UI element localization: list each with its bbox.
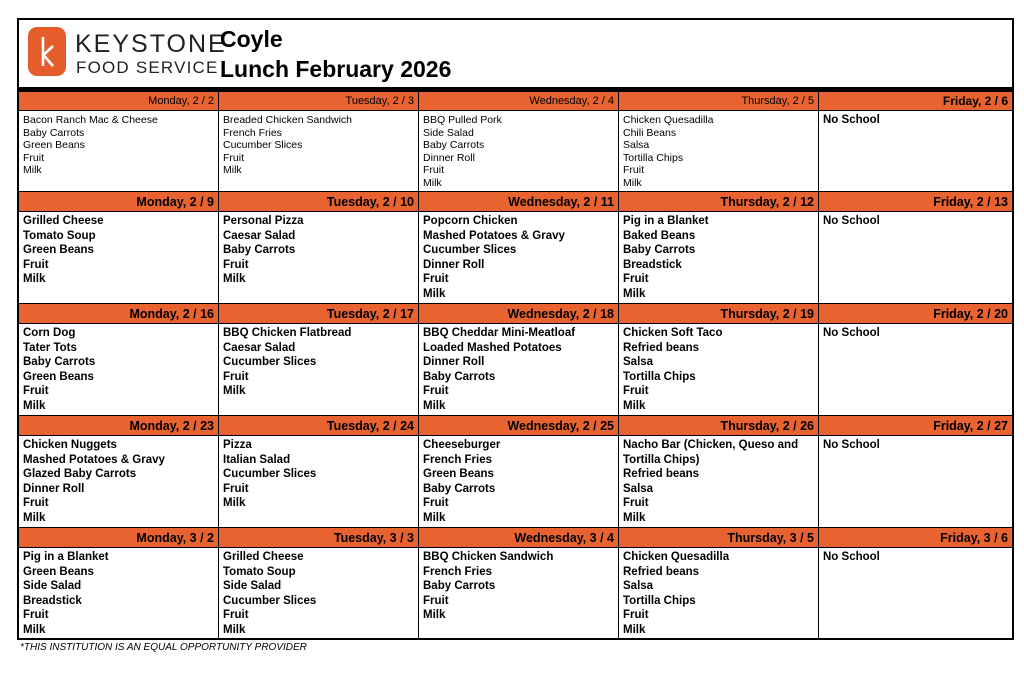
menu-item: Chicken Soft Taco: [623, 327, 723, 339]
menu-item: Salsa: [623, 356, 654, 368]
menu-item: Tater Tots: [23, 341, 77, 354]
menu-item: Tomato Soup: [223, 565, 296, 578]
day-menu: [819, 436, 1012, 528]
day-menu: [619, 324, 819, 416]
menu-item: Chicken Quesadilla: [623, 551, 730, 563]
menu-item: Fruit: [623, 385, 649, 397]
menu-item: Mashed Potatoes & Gravy: [23, 453, 165, 466]
menu-item: Baby Carrots: [223, 244, 296, 256]
menu-item: Fruit: [423, 164, 444, 177]
menu-item: Fruit: [623, 164, 644, 177]
menu-item: Breaded Chicken Sandwich: [223, 114, 352, 126]
day-header: Friday, 2 / 13: [819, 192, 1012, 212]
footer-note: *THIS INSTITUTION IS AN EQUAL OPPORTUNITY PROVIDER: [20, 642, 307, 653]
day-menu: [219, 111, 419, 192]
menu-item: Tortilla Chips: [623, 594, 696, 607]
menu-item: Refried beans: [623, 341, 700, 354]
menu-item: Milk: [23, 164, 42, 177]
day-header: Monday, 2 / 9: [19, 192, 219, 212]
menu-item: Milk: [423, 176, 442, 189]
menu-item: Glazed Baby Carrots: [23, 468, 137, 480]
menu-item: Milk: [623, 176, 642, 189]
menu-item: Dinner Roll: [423, 258, 485, 271]
menu-item: Nacho Bar (Chicken, Queso and: [623, 439, 799, 451]
menu-item: Pig in a Blanket: [623, 215, 709, 227]
menu-item: Fruit: [423, 273, 449, 285]
brand-subtitle: FOOD SERVICE: [76, 58, 219, 77]
menu-item: Personal Pizza: [223, 215, 304, 227]
day-menu: [419, 548, 619, 639]
menu-item: Cucumber Slices: [223, 468, 317, 480]
menu-item: Green Beans: [23, 370, 94, 383]
menu-item: Salsa: [623, 580, 654, 592]
menu-item: Milk: [223, 497, 246, 509]
menu-item: Baby Carrots: [423, 139, 485, 152]
day-menu: [19, 436, 219, 528]
day-header: Friday, 2 / 6: [819, 92, 1012, 111]
menu-item: Green Beans: [23, 139, 85, 152]
day-header: Monday, 2 / 16: [19, 304, 219, 324]
day-menu: [619, 111, 819, 192]
menu-item: Breadstick: [23, 594, 82, 607]
menu-item: Tortilla Chips: [623, 151, 684, 164]
day-header: Thursday, 3 / 5: [619, 528, 819, 548]
menu-item: Green Beans: [23, 565, 94, 578]
week-row: [19, 416, 1012, 528]
day-header: Wednesday, 3 / 4: [419, 528, 619, 548]
menu-item: Green Beans: [23, 244, 94, 256]
day-header: Thursday, 2 / 12: [619, 192, 819, 212]
menu-item: Side Salad: [423, 126, 474, 139]
menu-item: Dinner Roll: [423, 151, 475, 164]
menu-item: No School: [823, 551, 880, 563]
menu-item: BBQ Chicken Flatbread: [223, 327, 352, 339]
day-header: Wednesday, 2 / 4: [419, 92, 619, 111]
menu-item: No School: [823, 439, 880, 451]
day-menu: [619, 212, 819, 304]
week-row: [19, 304, 1012, 416]
menu-item: Fruit: [423, 497, 449, 509]
menu-item: Caesar Salad: [223, 229, 296, 242]
day-header: Friday, 2 / 27: [819, 416, 1012, 436]
menu-item: Fruit: [23, 385, 49, 397]
day-header: Wednesday, 2 / 11: [419, 192, 619, 212]
menu-item: Milk: [423, 511, 446, 524]
menu-item: Fruit: [23, 151, 44, 164]
menu-item: Milk: [423, 609, 446, 621]
menu-item: Milk: [223, 385, 246, 397]
day-menu: [619, 548, 819, 639]
day-header: Monday, 3 / 2: [19, 528, 219, 548]
day-header: Tuesday, 2 / 3: [219, 92, 419, 111]
menu-item: Milk: [223, 623, 246, 636]
day-menu: [219, 548, 419, 639]
menu-item: French Fries: [423, 565, 493, 578]
menu-item: Milk: [623, 623, 646, 636]
menu-item: Fruit: [623, 609, 649, 621]
menu-item: Breadstick: [623, 258, 682, 271]
menu-item: Cucumber Slices: [223, 356, 317, 368]
menu-item: Side Salad: [23, 580, 82, 592]
day-header: Tuesday, 2 / 17: [219, 304, 419, 324]
menu-item: Milk: [23, 273, 46, 285]
menu-item: Cucumber Slices: [223, 139, 303, 152]
menu-title: Lunch February 2026: [220, 56, 452, 82]
menu-item: Salsa: [623, 139, 650, 152]
day-menu: [419, 324, 619, 416]
menu-item: Baby Carrots: [423, 580, 496, 592]
day-menu: [19, 111, 219, 192]
menu-item: Fruit: [223, 482, 249, 495]
menu-item: Fruit: [223, 370, 249, 383]
day-header: Tuesday, 2 / 10: [219, 192, 419, 212]
day-header: Thursday, 2 / 19: [619, 304, 819, 324]
menu-item: Baby Carrots: [423, 370, 496, 383]
menu-item: Chili Beans: [623, 126, 677, 139]
menu-item: Milk: [623, 287, 646, 300]
menu-item: Fruit: [223, 609, 249, 621]
day-header: Thursday, 2 / 26: [619, 416, 819, 436]
day-header: Monday, 2 / 2: [19, 92, 219, 111]
menu-item: Baked Beans: [623, 229, 696, 242]
menu-item: Milk: [23, 623, 46, 636]
menu-item: Baby Carrots: [23, 356, 96, 368]
menu-item: Green Beans: [423, 468, 494, 480]
menu-item: Side Salad: [223, 580, 282, 592]
menu-item: Pig in a Blanket: [23, 551, 109, 563]
menu-item: Dinner Roll: [23, 482, 85, 495]
menu-item: French Fries: [423, 453, 493, 466]
menu-item: French Fries: [223, 126, 282, 139]
menu-item: Dinner Roll: [423, 356, 485, 368]
day-menu: [819, 111, 1012, 192]
menu-item: Baby Carrots: [623, 244, 696, 256]
menu-frame: [17, 18, 1014, 640]
menu-header: [19, 20, 1012, 92]
week-row: [19, 528, 1012, 639]
menu-item: No School: [823, 215, 880, 227]
day-header: Wednesday, 2 / 18: [419, 304, 619, 324]
menu-item: Pizza: [223, 439, 252, 451]
menu-item: Caesar Salad: [223, 341, 296, 354]
day-header: Wednesday, 2 / 25: [419, 416, 619, 436]
day-menu: [19, 548, 219, 639]
menu-item: Chicken Nuggets: [23, 439, 117, 451]
menu-item: Refried beans: [623, 565, 700, 578]
menu-item: Mashed Potatoes & Gravy: [423, 229, 565, 242]
calendar-grid: [19, 92, 1012, 639]
menu-item: Baby Carrots: [423, 482, 496, 495]
day-header: Tuesday, 2 / 24: [219, 416, 419, 436]
day-menu: [219, 212, 419, 304]
menu-item: Tortilla Chips): [623, 453, 700, 466]
menu-item: Fruit: [423, 594, 449, 607]
menu-item: Fruit: [23, 497, 49, 509]
menu-item: Fruit: [423, 385, 449, 397]
menu-item: Popcorn Chicken: [423, 215, 518, 227]
day-menu: [219, 436, 419, 528]
menu-item: Cheeseburger: [423, 439, 501, 451]
day-menu: [419, 212, 619, 304]
menu-item: Refried beans: [623, 468, 700, 480]
menu-item: Milk: [23, 511, 46, 524]
menu-item: Chicken Quesadilla: [623, 114, 714, 126]
menu-item: Milk: [223, 164, 242, 177]
day-header: Thursday, 2 / 5: [619, 92, 819, 111]
week-row: [19, 192, 1012, 304]
menu-item: Milk: [223, 273, 246, 285]
menu-item: Baby Carrots: [23, 126, 85, 139]
menu-item: BBQ Cheddar Mini-Meatloaf: [423, 327, 576, 339]
school-name: Coyle: [220, 26, 283, 52]
menu-item: Milk: [623, 399, 646, 412]
day-menu: [819, 212, 1012, 304]
menu-item: Salsa: [623, 482, 654, 495]
menu-item: Milk: [423, 399, 446, 412]
menu-item: Tortilla Chips: [623, 370, 696, 383]
menu-item: Italian Salad: [223, 453, 291, 466]
day-header: Friday, 3 / 6: [819, 528, 1012, 548]
menu-item: Milk: [423, 287, 446, 300]
day-menu: [419, 436, 619, 528]
menu-item: BBQ Chicken Sandwich: [423, 551, 554, 563]
keystone-logo-icon: [28, 27, 66, 76]
day-header: Monday, 2 / 23: [19, 416, 219, 436]
week-row: [19, 92, 1012, 192]
menu-item: Fruit: [623, 497, 649, 509]
menu-item: Grilled Cheese: [223, 551, 304, 563]
menu-item: Fruit: [223, 258, 249, 271]
day-header: Tuesday, 3 / 3: [219, 528, 419, 548]
menu-item: Milk: [23, 399, 46, 412]
day-menu: [819, 548, 1012, 639]
day-menu: [819, 324, 1012, 416]
menu-item: Bacon Ranch Mac & Cheese: [23, 114, 158, 126]
menu-item: Milk: [623, 511, 646, 524]
menu-item: No School: [823, 114, 880, 126]
day-menu: [219, 324, 419, 416]
menu-item: BBQ Pulled Pork: [423, 114, 502, 126]
day-menu: [19, 212, 219, 304]
menu-item: Loaded Mashed Potatoes: [423, 341, 562, 354]
menu-item: Grilled Cheese: [23, 215, 104, 227]
day-menu: [19, 324, 219, 416]
menu-item: Fruit: [623, 273, 649, 285]
menu-item: Fruit: [23, 609, 49, 621]
day-header: Friday, 2 / 20: [819, 304, 1012, 324]
menu-item: No School: [823, 327, 880, 339]
menu-item: Cucumber Slices: [423, 244, 517, 256]
day-menu: [419, 111, 619, 192]
menu-item: Tomato Soup: [23, 229, 96, 242]
menu-item: Cucumber Slices: [223, 594, 317, 607]
day-menu: [619, 436, 819, 528]
menu-item: Fruit: [223, 151, 244, 164]
brand-name: KEYSTONE: [75, 30, 227, 58]
menu-item: Fruit: [23, 258, 49, 271]
menu-item: Corn Dog: [23, 327, 76, 339]
